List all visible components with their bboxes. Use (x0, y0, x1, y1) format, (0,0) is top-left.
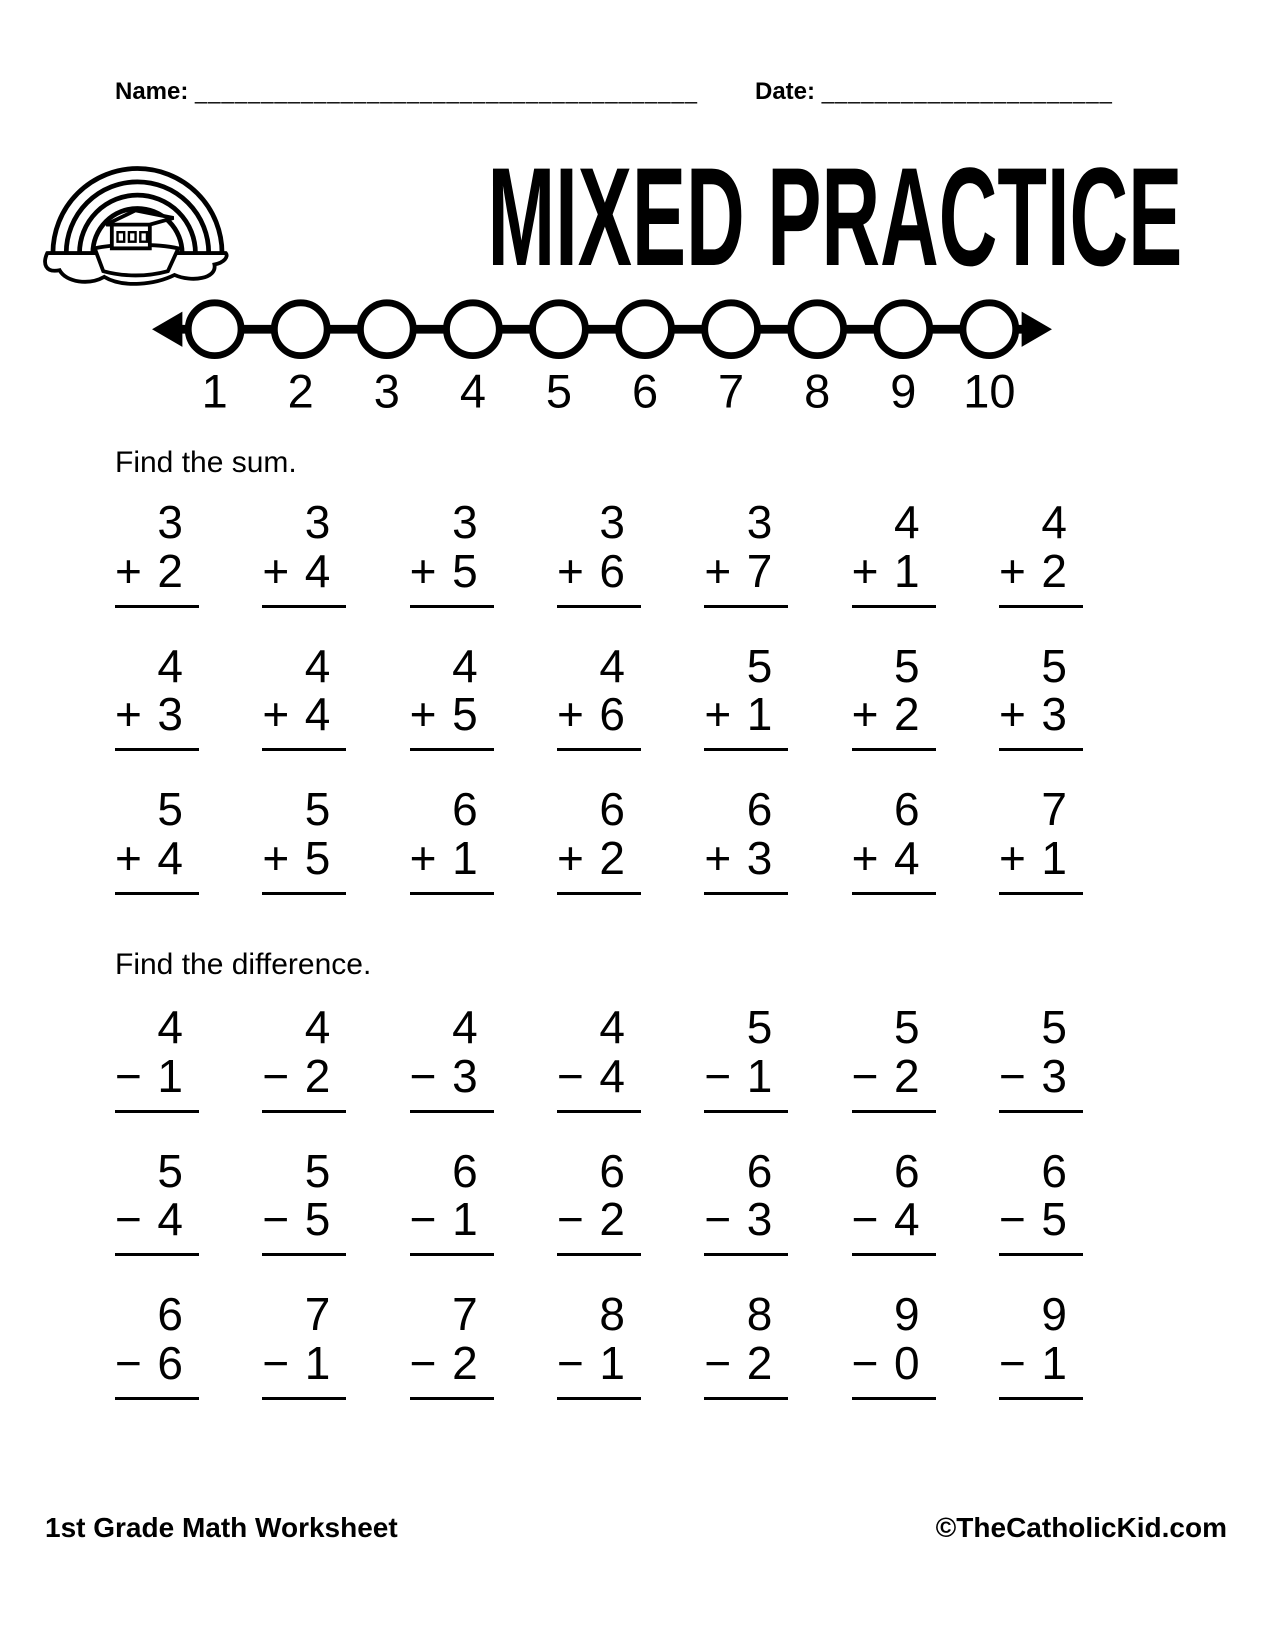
problem-bottom-operand: 1 (1041, 1336, 1067, 1389)
problem-top-operand: 3 (157, 496, 183, 548)
date-label: Date: (755, 78, 816, 105)
operator: − (409, 1049, 437, 1102)
problem-bottom-operand: 2 (599, 831, 625, 884)
answer-line (115, 748, 199, 751)
operator: − (851, 1193, 879, 1246)
problem-top-operand: 6 (599, 783, 625, 835)
problem-bottom (262, 1049, 346, 1102)
number-line-label: 5 (545, 364, 573, 418)
number-line-label: 7 (718, 364, 745, 418)
problem-bottom-operand: 2 (157, 544, 183, 597)
math-problem (115, 1003, 199, 1113)
number-line-node (877, 303, 930, 356)
answer-line (557, 1397, 641, 1400)
answer-line (704, 605, 788, 608)
math-problem (115, 785, 199, 895)
addition-problems (115, 498, 1083, 929)
date-field (755, 78, 1113, 106)
answer-line (557, 605, 641, 608)
answer-line (262, 1110, 346, 1113)
math-problem (115, 498, 199, 608)
problem-top-operand: 5 (894, 1001, 920, 1053)
problem-top-operand: 5 (1041, 639, 1067, 692)
problem-row (115, 1144, 1083, 1257)
operator: − (115, 1049, 142, 1102)
math-problem (851, 1144, 936, 1257)
problem-top-operand: 6 (452, 1144, 478, 1197)
math-problem (262, 1144, 346, 1257)
problem-top-operand: 7 (452, 1288, 478, 1340)
operator: + (851, 544, 879, 597)
problem-top-operand: 5 (157, 1144, 183, 1197)
math-problem (115, 639, 199, 752)
math-problem (115, 1144, 199, 1257)
operator: − (851, 1336, 879, 1389)
answer-line (852, 892, 936, 895)
problem-bottom-operand: 3 (452, 1049, 478, 1102)
problem-top-operand: 5 (894, 639, 920, 692)
problem-bottom-operand: 0 (894, 1336, 920, 1389)
operator: − (556, 1336, 584, 1389)
problem-bottom (115, 1195, 199, 1244)
operator: − (115, 1336, 142, 1389)
operator: − (409, 1336, 437, 1389)
math-problem (557, 1003, 641, 1113)
problem-top-operand: 4 (304, 639, 331, 692)
operator: + (115, 831, 142, 884)
problem-bottom (704, 544, 788, 597)
problem-bottom-operand: 3 (1041, 688, 1067, 741)
number-line-label: 1 (201, 364, 228, 418)
operator: + (704, 688, 732, 741)
math-problem (704, 498, 788, 608)
math-problem (557, 785, 641, 895)
problem-bottom (556, 544, 641, 597)
problem-bottom (262, 1195, 346, 1244)
section-heading-sum: Find the sum. (115, 446, 297, 479)
problem-top-operand: 6 (452, 783, 478, 835)
math-problem (998, 1144, 1083, 1257)
problem-top-operand: 6 (157, 1288, 183, 1340)
problem-top-operand: 4 (599, 1001, 625, 1053)
problem-bottom (998, 1049, 1083, 1102)
math-problem (704, 1290, 788, 1400)
math-problem (115, 1290, 199, 1400)
math-problem (262, 1003, 346, 1113)
problem-bottom-operand: 5 (1041, 1193, 1067, 1246)
problem-bottom (852, 1195, 936, 1244)
problem-bottom-operand: 5 (452, 544, 478, 597)
problem-top-operand: 7 (1041, 783, 1067, 835)
answer-line (557, 748, 641, 751)
problem-bottom-operand: 3 (157, 688, 183, 741)
number-line-node (446, 303, 499, 356)
problem-row (115, 498, 1083, 608)
answer-line (704, 1110, 788, 1113)
math-problem (410, 1290, 494, 1400)
number-line-label: 2 (287, 364, 314, 418)
math-problem (852, 1290, 936, 1400)
problem-bottom-operand: 1 (599, 1336, 625, 1389)
problem-bottom (409, 1336, 494, 1389)
problem-top-operand: 4 (599, 639, 625, 692)
problem-bottom (262, 544, 346, 597)
number-line-node (188, 303, 241, 356)
number-line-right-arrow-icon (1022, 312, 1052, 347)
number-line-label: 10 (963, 364, 1016, 418)
operator: + (262, 831, 290, 884)
problem-top-operand: 5 (304, 1144, 331, 1197)
math-problem (262, 639, 346, 752)
problem-row (115, 785, 1083, 895)
problem-top-operand: 6 (599, 1144, 625, 1197)
math-problem (262, 498, 346, 608)
math-problem (999, 1003, 1083, 1113)
math-problem (410, 785, 494, 895)
problem-bottom-operand: 1 (894, 544, 920, 597)
answer-line (410, 748, 494, 751)
problem-bottom-operand: 1 (1041, 831, 1067, 884)
problem-bottom-operand: 2 (452, 1336, 478, 1389)
math-problem (409, 639, 494, 752)
problem-top-operand: 4 (1041, 496, 1067, 548)
problem-bottom-operand: 4 (157, 831, 183, 884)
problem-bottom (409, 544, 494, 597)
operator: + (556, 831, 584, 884)
problem-bottom (704, 690, 788, 739)
operator: − (262, 1336, 290, 1389)
answer-line (557, 892, 641, 895)
answer-line (262, 892, 346, 895)
answer-line (557, 1110, 641, 1113)
operator: − (409, 1193, 437, 1246)
answer-line (262, 1253, 346, 1256)
name-blank-line: ______________________________________ (195, 79, 698, 104)
problem-bottom-operand: 4 (157, 1193, 183, 1246)
problem-bottom-operand: 6 (157, 1336, 183, 1389)
answer-line (999, 892, 1083, 895)
problem-top-operand: 6 (894, 783, 920, 835)
problem-top-operand: 4 (157, 639, 183, 692)
operator: + (115, 544, 142, 597)
math-problem (852, 1003, 936, 1113)
operator: + (998, 688, 1026, 741)
math-problem (409, 1144, 494, 1257)
problem-bottom-operand: 2 (746, 1336, 773, 1389)
problem-bottom-operand: 2 (1041, 544, 1067, 597)
problem-bottom (852, 690, 936, 739)
number-line-node (705, 303, 758, 356)
problem-bottom (410, 690, 494, 739)
answer-line (410, 892, 494, 895)
answer-line (852, 605, 936, 608)
problem-bottom-operand: 6 (599, 544, 625, 597)
number-line-node (360, 303, 413, 356)
answer-line (262, 605, 346, 608)
answer-line (115, 1110, 199, 1113)
problem-bottom-operand: 4 (599, 1049, 625, 1102)
problem-top-operand: 5 (746, 639, 773, 692)
math-problem (851, 639, 936, 752)
answer-line (262, 748, 346, 751)
number-line-label: 9 (890, 364, 917, 418)
problem-bottom-operand: 6 (599, 688, 625, 741)
problem-row (115, 1290, 1083, 1400)
problem-bottom-operand: 7 (746, 544, 773, 597)
number-line-node (274, 303, 327, 356)
problem-bottom-operand: 5 (452, 688, 478, 741)
problem-top-operand: 9 (1041, 1288, 1067, 1340)
operator: − (998, 1336, 1026, 1389)
problem-bottom-operand: 3 (746, 1193, 773, 1246)
number-line-node (533, 303, 586, 356)
answer-line (852, 1253, 936, 1256)
problem-bottom (999, 690, 1083, 739)
problem-top-operand: 3 (599, 496, 625, 548)
problem-bottom (556, 1049, 641, 1102)
math-problem (999, 785, 1083, 895)
answer-line (999, 605, 1083, 608)
math-problem (704, 639, 788, 752)
problem-bottom (556, 831, 641, 884)
problem-bottom-operand: 5 (304, 831, 331, 884)
answer-line (410, 1253, 494, 1256)
operator: − (998, 1193, 1026, 1246)
problem-top-operand: 5 (304, 783, 331, 835)
operator: − (704, 1193, 732, 1246)
problem-bottom (557, 690, 641, 739)
problem-bottom (704, 831, 788, 884)
problem-bottom-operand: 5 (304, 1193, 331, 1246)
problem-top-operand: 4 (157, 1001, 183, 1053)
operator: − (556, 1193, 584, 1246)
answer-line (704, 892, 788, 895)
problem-row (115, 639, 1083, 752)
problem-bottom-operand: 2 (894, 688, 920, 741)
problem-top-operand: 4 (894, 496, 920, 548)
operator: + (262, 544, 290, 597)
operator: − (262, 1049, 290, 1102)
number-line-node (619, 303, 672, 356)
operator: − (262, 1193, 290, 1246)
operator: + (409, 544, 437, 597)
title-wrap (236, 138, 1275, 295)
operator: − (998, 1049, 1026, 1102)
answer-line (704, 1397, 788, 1400)
problem-top-operand: 3 (746, 496, 773, 548)
problem-top-operand: 7 (304, 1288, 331, 1340)
section-heading-difference: Find the difference. (115, 948, 372, 981)
name-label: Name: (115, 78, 189, 105)
problem-bottom (115, 690, 199, 739)
math-problem (704, 785, 788, 895)
problem-bottom-operand: 1 (452, 831, 478, 884)
title-row (38, 138, 1205, 296)
math-problem (704, 1144, 788, 1257)
operator: − (851, 1049, 879, 1102)
page-title: MIXED PRACTICE (487, 138, 1183, 295)
footer-worksheet-label: 1st Grade Math Worksheet (45, 1512, 398, 1543)
answer-line (115, 1253, 199, 1256)
answer-line (410, 605, 494, 608)
problem-bottom-operand: 3 (1041, 1049, 1067, 1102)
number-line-left-arrow-icon (152, 312, 182, 347)
problem-bottom (851, 1336, 936, 1389)
math-problem (999, 1290, 1083, 1400)
problem-top-operand: 8 (746, 1288, 773, 1340)
operator: + (998, 544, 1026, 597)
answer-line (115, 605, 199, 608)
operator: − (704, 1049, 732, 1102)
problem-bottom (998, 1336, 1083, 1389)
number-line-label: 4 (459, 364, 486, 418)
problem-top-operand: 5 (1041, 1001, 1067, 1053)
operator: − (556, 1049, 584, 1102)
problem-bottom-operand: 1 (746, 688, 773, 741)
problem-top-operand: 4 (452, 1001, 478, 1053)
problem-bottom (115, 831, 199, 884)
answer-line (557, 1253, 641, 1256)
math-problem (557, 498, 641, 608)
problem-bottom (998, 544, 1083, 597)
operator: + (556, 688, 584, 741)
problem-top-operand: 6 (746, 783, 773, 835)
number-line-label: 3 (373, 364, 400, 418)
math-problem (704, 1003, 788, 1113)
math-problem (410, 1003, 494, 1113)
operator: − (704, 1336, 732, 1389)
problem-bottom-operand: 1 (304, 1336, 331, 1389)
problem-bottom (115, 544, 199, 597)
answer-line (704, 1253, 788, 1256)
problem-bottom-operand: 4 (304, 688, 331, 741)
answer-line (410, 1397, 494, 1400)
operator: − (115, 1193, 142, 1246)
operator: + (998, 831, 1026, 884)
math-problem (410, 498, 494, 608)
problem-bottom-operand: 1 (157, 1049, 183, 1102)
problem-bottom (262, 690, 346, 739)
math-problem (556, 639, 641, 752)
answer-line (852, 1110, 936, 1113)
problem-bottom-operand: 3 (746, 831, 773, 884)
answer-line (999, 1253, 1083, 1256)
answer-line (115, 892, 199, 895)
problem-top-operand: 6 (894, 1144, 920, 1197)
number-line-label: 6 (631, 364, 659, 418)
operator: + (115, 688, 142, 741)
number-line-node (963, 303, 1016, 356)
noahs-ark-rainbow-icon (38, 141, 236, 293)
problem-bottom (704, 1195, 788, 1244)
problem-top-operand: 9 (894, 1288, 920, 1340)
problem-bottom (851, 544, 936, 597)
problem-bottom (262, 1336, 346, 1389)
footer-copyright: ©TheCatholicKid.com (935, 1512, 1227, 1543)
problem-bottom (115, 1049, 199, 1102)
answer-line (704, 748, 788, 751)
math-problem (852, 498, 936, 608)
answer-line (262, 1397, 346, 1400)
problem-top-operand: 6 (746, 1144, 773, 1197)
math-problem (262, 785, 346, 895)
problem-top-operand: 5 (746, 1001, 773, 1053)
problem-bottom-operand: 1 (452, 1193, 478, 1246)
problem-bottom (851, 1049, 936, 1102)
problem-top-operand: 8 (599, 1288, 625, 1340)
problem-bottom-operand: 1 (746, 1049, 773, 1102)
answer-line (410, 1110, 494, 1113)
answer-line (852, 748, 936, 751)
number-line-labels (202, 364, 1016, 417)
number-line-node (791, 303, 844, 356)
problem-bottom (409, 831, 494, 884)
problem-top-operand: 3 (304, 496, 331, 548)
problem-top-operand: 4 (304, 1001, 331, 1053)
problem-bottom-operand: 2 (304, 1049, 331, 1102)
problem-top-operand: 6 (1041, 1144, 1067, 1197)
problem-bottom (410, 1195, 494, 1244)
problem-top-operand: 3 (452, 496, 478, 548)
name-field (115, 78, 698, 106)
operator: + (262, 688, 290, 741)
answer-line (999, 1110, 1083, 1113)
problem-bottom-operand: 4 (304, 544, 331, 597)
problem-bottom (556, 1336, 641, 1389)
problem-top-operand: 4 (452, 639, 478, 692)
math-problem (556, 1144, 641, 1257)
math-problem (998, 639, 1083, 752)
problem-bottom (557, 1195, 641, 1244)
math-problem (262, 1290, 346, 1400)
answer-line (999, 748, 1083, 751)
subtraction-problems (115, 1003, 1083, 1434)
problem-bottom (409, 1049, 494, 1102)
problem-row (115, 1003, 1083, 1113)
date-blank-line: ______________________ (821, 79, 1113, 104)
answer-line (852, 1397, 936, 1400)
operator: + (409, 688, 437, 741)
operator: + (556, 544, 584, 597)
number-line-label: 8 (804, 364, 831, 418)
math-problem (852, 785, 936, 895)
number-line (152, 294, 1052, 417)
answer-line (115, 1397, 199, 1400)
answer-line (999, 1397, 1083, 1400)
operator: + (851, 688, 879, 741)
problem-bottom-operand: 4 (894, 831, 920, 884)
problem-bottom (262, 831, 346, 884)
operator: + (851, 831, 879, 884)
problem-bottom (704, 1049, 788, 1102)
problem-bottom (115, 1336, 199, 1389)
problem-bottom (998, 831, 1083, 884)
problem-bottom-operand: 2 (894, 1049, 920, 1102)
math-problem (999, 498, 1083, 608)
operator: + (409, 831, 437, 884)
problem-bottom (851, 831, 936, 884)
problem-top-operand: 5 (157, 783, 183, 835)
operator: + (704, 831, 732, 884)
operator: + (704, 544, 732, 597)
math-problem (557, 1290, 641, 1400)
problem-bottom (999, 1195, 1083, 1244)
problem-bottom-operand: 4 (894, 1193, 920, 1246)
problem-bottom (704, 1336, 788, 1389)
problem-bottom-operand: 2 (599, 1193, 625, 1246)
